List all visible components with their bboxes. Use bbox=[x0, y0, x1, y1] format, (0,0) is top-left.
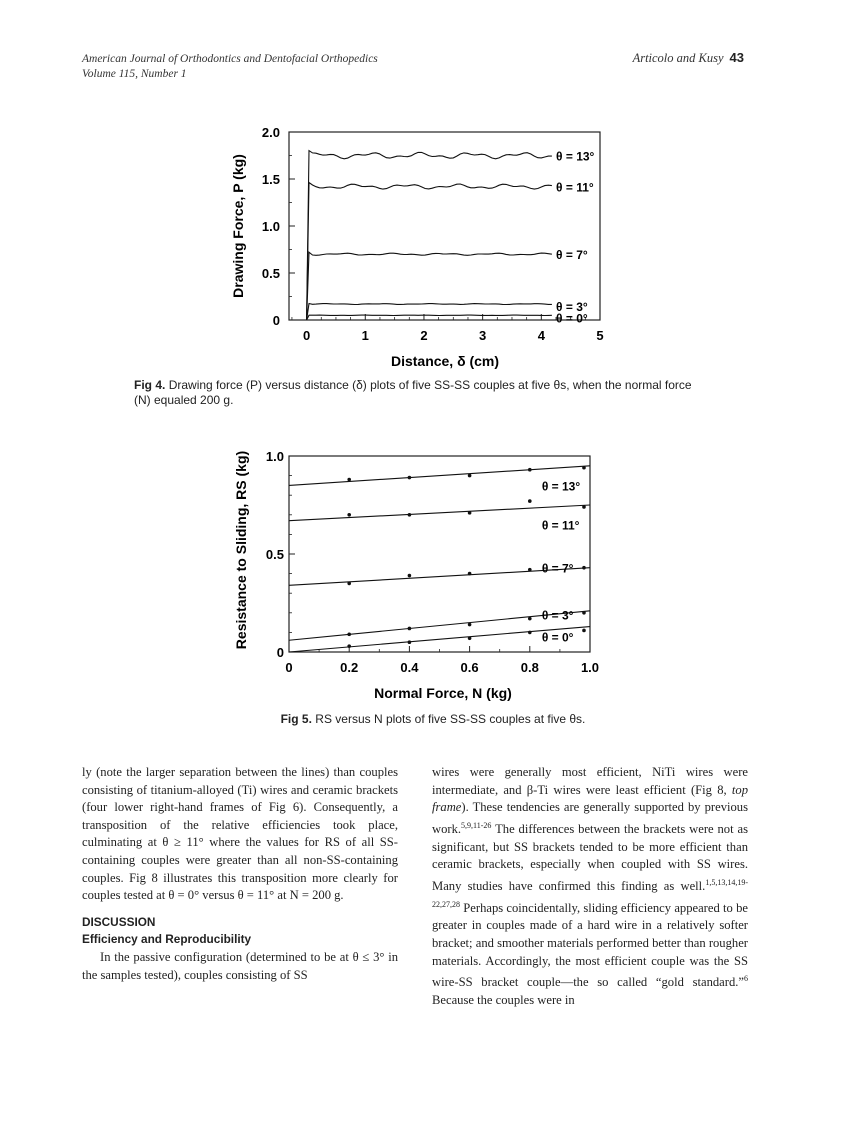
x-tick-label: 5 bbox=[596, 328, 604, 343]
section-heading-discussion: DISCUSSION bbox=[82, 914, 156, 929]
data-point bbox=[408, 640, 412, 644]
text-run: The differences between the brackets were not as significant, but SS brackets tended to be more efficient than ceramic brackets, especially when coupled with SS wires. Many studies have confirmed this finding as well. bbox=[432, 821, 748, 893]
x-tick-label: 1.0 bbox=[580, 660, 600, 675]
figure-5-caption-text: RS versus N plots of five SS-SS couples at five θs. bbox=[315, 712, 586, 726]
text-run: Perhaps coincidentally, sliding efficiency appeared to be greater in couples made of a hard wire in a relatively softer bracket; and smoother materials performed better than rougher materials. Accordingly, the most efficient couple was the SS wire-SS bracket couple—the so called “gold standard.” bbox=[432, 900, 748, 990]
series-label: θ = 7° bbox=[556, 248, 588, 263]
data-point bbox=[347, 633, 351, 637]
figure-4-caption-text: Drawing force (P) versus distance (δ) plots of five SS-SS couples at five θs, when the normal force (N) equaled 200 g. bbox=[134, 378, 692, 407]
data-point bbox=[408, 574, 412, 578]
data-point bbox=[468, 572, 472, 576]
subsection-heading: Efficiency and Reproducibility bbox=[82, 932, 252, 947]
data-point bbox=[582, 629, 586, 633]
text-run-italic: top frame bbox=[432, 782, 748, 815]
data-point bbox=[582, 611, 586, 615]
series-label: θ = 13° bbox=[541, 479, 581, 494]
y-axis-label: Drawing Force, P (kg) bbox=[230, 154, 246, 298]
series-line-3 bbox=[307, 304, 552, 321]
data-point bbox=[468, 623, 472, 627]
data-point bbox=[408, 627, 412, 631]
y-tick-label: 0.5 bbox=[265, 547, 284, 562]
data-point bbox=[347, 478, 351, 482]
y-tick-label: 1.0 bbox=[261, 219, 280, 234]
figure-5-caption-label: Fig 5. bbox=[280, 712, 312, 726]
data-point bbox=[582, 466, 586, 470]
y-tick-label: 2.0 bbox=[261, 125, 280, 140]
x-tick-label: 3 bbox=[479, 328, 487, 343]
series-label: θ = 7° bbox=[541, 561, 574, 576]
x-tick-label: 0 bbox=[285, 660, 293, 675]
data-point bbox=[408, 513, 412, 517]
data-point bbox=[408, 476, 412, 480]
text-run: wires were generally most efficient, NiTi wires were intermediate, and β-Ti wires were least efficient (Fig 8, bbox=[432, 765, 748, 797]
x-tick-label: 0 bbox=[302, 328, 311, 343]
data-point bbox=[528, 499, 532, 503]
figure-4-caption-label: Fig 4. bbox=[134, 378, 166, 392]
body-paragraph: In the passive configuration (determined to be at θ ≤ 3° in the samples tested), couples consisting of SS bbox=[82, 949, 398, 982]
y-tick-label: 0 bbox=[272, 313, 280, 328]
citation-ref: 6 bbox=[744, 974, 748, 984]
y-tick-label: 0.5 bbox=[261, 266, 280, 281]
series-line-4 bbox=[307, 315, 552, 320]
series-line-0 bbox=[307, 151, 552, 320]
citation-ref: 1,5,13,14,19-22,27,28 bbox=[432, 877, 748, 909]
citation-ref: 5,9,11-26 bbox=[461, 820, 492, 830]
data-point bbox=[347, 644, 351, 648]
series-label: θ = 0° bbox=[541, 630, 574, 645]
body-column-left bbox=[82, 764, 398, 984]
figure-4-chart bbox=[0, 0, 866, 400]
journal-volume: Volume 115, Number 1 bbox=[82, 68, 187, 80]
series-label: θ = 0° bbox=[556, 311, 588, 326]
series-line-1 bbox=[307, 183, 552, 321]
y-tick-label: 1.5 bbox=[261, 172, 280, 187]
x-tick-label: 1 bbox=[361, 328, 369, 343]
figure-4-caption bbox=[134, 378, 694, 408]
data-point bbox=[528, 468, 532, 472]
data-point bbox=[468, 511, 472, 515]
series-label: θ = 11° bbox=[556, 180, 594, 195]
x-tick-label: 0.2 bbox=[340, 660, 359, 675]
y-tick-label: 0 bbox=[276, 645, 284, 660]
y-axis-label: Resistance to Sliding, RS (kg) bbox=[233, 450, 249, 650]
text-run: Because the couples were in bbox=[432, 992, 575, 1007]
data-point bbox=[528, 568, 532, 572]
data-point bbox=[582, 566, 586, 570]
data-point bbox=[347, 513, 351, 517]
data-point bbox=[528, 631, 532, 635]
body-column-right bbox=[432, 764, 748, 1009]
y-tick-label: 1.0 bbox=[265, 449, 284, 464]
data-point bbox=[582, 505, 586, 509]
series-label: θ = 13° bbox=[556, 149, 595, 164]
x-tick-label: 4 bbox=[537, 328, 545, 343]
series-label: θ = 11° bbox=[541, 518, 580, 533]
page-number: 43 bbox=[729, 50, 744, 65]
series-label: θ = 3° bbox=[541, 608, 574, 623]
plot-frame bbox=[289, 132, 600, 320]
authors: Articolo and Kusy bbox=[632, 51, 724, 65]
x-axis-label: Normal Force, N (kg) bbox=[374, 685, 512, 701]
data-point bbox=[347, 582, 351, 586]
x-tick-label: 0.4 bbox=[400, 660, 419, 675]
series-line-2 bbox=[307, 252, 552, 320]
x-tick-label: 0.6 bbox=[460, 660, 479, 675]
text-run: ). These tendencies are generally supported by previous work. bbox=[432, 800, 748, 836]
series-label: θ = 3° bbox=[556, 300, 588, 315]
journal-title: American Journal of Orthodontics and Dentofacial Orthopedics bbox=[82, 53, 378, 65]
body-paragraph bbox=[432, 764, 748, 1009]
figure-5-caption bbox=[0, 712, 866, 727]
x-axis-label: Distance, δ (cm) bbox=[390, 353, 500, 369]
figure-5-chart bbox=[0, 430, 866, 710]
body-paragraph: ly (note the larger separation between the lines) than couples consisting of titanium-alloyed (Ti) wires and ceramic brackets (four lower right-hand frames of Fig 6). Consequently, a transposition of the relative efficiencies took place, culminating at θ ≥ 11° where the values for RS of all SS-containing couples were greater than all non-SS-containing couples. Fig 8 illustrates this transposition more clearly for couples tested at θ = 0° versus θ = 11° at N = 200 g. bbox=[82, 765, 398, 903]
data-point bbox=[468, 474, 472, 478]
x-tick-label: 0.8 bbox=[520, 660, 539, 675]
x-tick-label: 2 bbox=[420, 328, 428, 343]
data-point bbox=[528, 617, 532, 621]
data-point bbox=[468, 636, 472, 640]
